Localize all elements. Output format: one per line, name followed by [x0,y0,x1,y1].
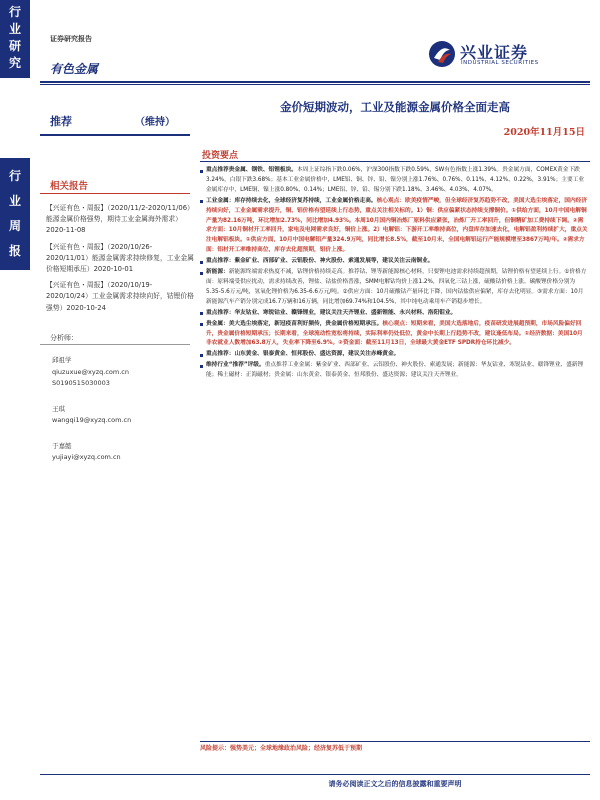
footer-rule [40,774,590,775]
risk-warning: 风险提示：强势美元；全球地缘政治风险；经济复苏低于预期 [200,745,363,752]
key-point-lead: 维持行业“推荐”评级。 [206,362,265,369]
key-points-body [200,166,588,382]
report-date: 2020年11月15日 [503,127,585,138]
key-point-text: 本周上证综指下跌0.06%，沪深300指数下跌0.59%，SW有色指数上涨1.39%。贵金属方面，COMEX黄金下跌3.24%，白银下跌3.68%；基本工业金属价格中，LME铝、铜、锌、铅、镍分别上涨1.76%、0.76%、0.11%、4.12%、0.22%，3.91%；主要工业金属库存中，LME铜、镍上涨0.80%、0.14%；LME铝、锌、铅、锡分别下跌1.18%、3.46%、4.03%、4.07%。 [206,167,585,193]
sector-title: 有色金属 [50,62,99,76]
logo-icon [428,40,456,68]
key-point-lead: 重点推荐贵金属、钢铁、铝锂板块。 [206,167,297,173]
key-point-text: 山东黄金、银泰黄金、恒邦股份、盛达资源，建议关注赤峰黄金。 [234,351,400,358]
header-rule [40,81,590,83]
analyst-email[interactable]: wangqi19@xyzq.com.cn [52,416,132,424]
key-point-text: 库存持续去化，全球经济复苏持续，工业金属价格走高。 [234,197,377,204]
key-point-paragraph [200,309,588,319]
key-point-text: 华友钴业、寒锐钴业、赣锋锂业，建议关注天齐锂业、盛新锂能、永兴材料、洛阳钼业。 [234,309,457,316]
rating-rule [40,134,190,136]
report-headline: 金价短期波动，工业及能源金属价格全面走高 [280,100,510,114]
rating-status: （维持） [135,117,175,128]
analyst-name: 邱祖学 [52,356,72,364]
key-point-text: 紫金矿业、西部矿业、云铝股份、神火股份、索通发展等，建议关注云南铜业。 [234,258,434,265]
report-type: 证券研究报告 [50,35,92,43]
analyst-email[interactable]: yujiayi@xyzq.com.cn [52,453,121,461]
analyst-entry [52,355,192,390]
key-point-paragraph [200,350,588,360]
related-reports-list [46,203,194,319]
logo-name-cn: 兴业证券 [460,43,529,62]
key-point-paragraph [200,320,588,350]
key-point-lead: 贵金属： [206,320,229,327]
key-points-rule [200,161,590,162]
related-report-item[interactable]: 【兴证有色・周报】（2020/11/2-2020/11/06）能源金属价格强势，期待工业金属海外需求）2020-11-08 [46,204,194,235]
analyst-entry [52,404,192,427]
analyst-list [52,355,192,478]
key-point-paragraph [200,257,588,267]
key-points-heading: 投资要点 [202,151,239,161]
rating-label: 推荐 [50,115,72,128]
key-point-paragraph [200,361,588,381]
key-point-paragraph [200,268,588,308]
analyst-cert: S0190515030003 [52,379,110,387]
key-point-paragraph [200,197,588,256]
analyst-email[interactable]: qiuzuxue@xyzq.com.cn [52,367,129,376]
company-logo [428,38,588,72]
key-point-highlight: 核心观点：短期来看，美国大选落地后，疫苗研发进展超预期，市场风险偏好回升，贵金属价格短期承压；长期来看，全球流动性宽松将持续，实际利率仍处低位，黄金中长期上行趋势不改，建议逢低布局。①经济数据：美国10月非农就业人数增加63.8万人，失业率下降至6.9%。②资金面：截至11月13日，全球最大黄金ETF SPDR持仓环比减少。 [206,320,583,347]
disclaimer-footer: 请务必阅读正文之后的信息披露和重要声明 [328,780,462,788]
related-reports-heading: 相关报告 [50,181,89,192]
analyst-name: 王琪 [52,404,65,413]
analyst-name: 于嘉懿 [52,441,72,450]
strip-mid-label: 行业周报 [8,169,21,258]
key-point-text: 美大选尘埃落定，新冠疫苗利好频传，贵金属价格短期承压。 [228,320,383,327]
strip-top-block [0,0,30,78]
key-point-highlight: 核心观点：欧美疫情严峻，但全球经济复苏趋势不改，美国大选尘埃落定，国内经济持续向好，工业金属需求提升，铜、铝价格有望延续上行态势，重点关注相关标的。1）铜：供应偏紧状态持续支撑铜价。①供给方面，10月中国电解铜产量为82.16万吨，环比增加2.73%，同比增加4.93%。本周10月国内铜冶炼厂原料供应紧张，冶炼厂开工率回升，但铜精矿加工费持续下调。②需求方面：10月铜材开工率回升，家电及电网需求良好，铜价上涨。2）电解铝：下游开工率维持高位，内盘库存加速去化，电解铝盈利持续扩大，重点关注电解铝板块。①供应方面，10月中国电解铝产量324.9万吨，同比增长8.5%，截至10月末，全国电解铝运行产能规模增至3867万吨/年。②需求方面：铝材开工率维持高位，库存去化超预期，铝价上涨。 [206,197,588,254]
left-strip [0,0,30,800]
key-point-text: 新能源终端需求热度不减，钴锂价格持续走高。推荐钴、锂等新能源核心材料，只要锂电池需求持续超预期，钴锂价格有望延续上行。①价格方面：原料端受供应扰动，需求持续改善，锂盐、钴盐价格普涨，SMM电解钴均价上涨1.2%，四氧化三钴上涨，硫酸钴价格上涨。碳酸锂价格分别为5.35-5.6万元/吨，氢氧化锂价格为6.35-6.6万元/吨。②供应方面：10月硫酸钴产量环比下降，国内钴盐供应偏紧，库存去化明显。③需求方面：10月新能源汽车产销分别完成16.7万辆和16万辆，同比增加69.74%和104.5%，其中纯电动乘用车产销稳步增长。 [206,269,587,305]
key-point-lead: 工业金属： [206,197,235,204]
header-rule-thin [40,84,590,85]
key-point-lead: 重点推荐： [206,309,235,316]
strip-top-label: 行业研究 [8,5,21,70]
analyst-entry [52,441,192,464]
analyst-rule [40,344,190,345]
key-point-lead: 新能源： [206,269,229,276]
risk-rule [200,741,590,742]
key-point-lead: 重点推荐： [206,258,235,265]
strip-mid-block [0,158,30,270]
key-point-text: 重点推荐工业金属：紫金矿业、西部矿业、云铝股份、神火股份、索通发展；新能源：华友钴业、寒锐钴业、赣锋锂业、盛新锂能；稀土磁材：正海磁材；贵金属：山东黄金、银泰黄金、恒邦股份、盛达资源；建议关注天齐锂业。 [206,362,584,379]
key-point-paragraph [200,166,588,196]
analyst-heading: 分析师： [50,334,78,342]
related-report-item[interactable]: 【兴证有色・周报】（2020/10/26-2020/11/01）能源金属需求持续修复，工业金属价格短期承压）2020-10-01 [46,242,194,274]
related-report-item[interactable]: 【兴证有色・周报】（2020/10/19-2020/10/24）工业金属需求持续向好，钴锂价格强势）2020-10-24 [46,281,194,312]
logo-name-en: INDUSTRIAL SECURITIES [461,60,539,66]
key-point-lead: 重点推荐： [206,351,235,358]
related-reports-rule [40,193,190,194]
